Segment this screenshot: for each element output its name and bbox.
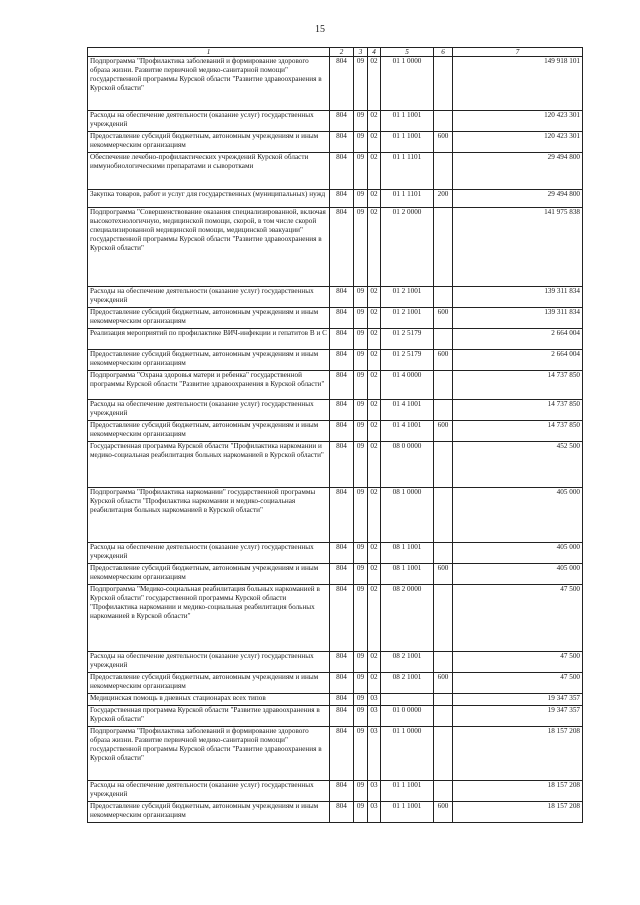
section-cell: 09 bbox=[354, 132, 368, 153]
expense-type-cell: 600 bbox=[434, 802, 453, 823]
expense-type-cell bbox=[434, 543, 453, 564]
grbs-cell: 804 bbox=[330, 111, 354, 132]
table-row bbox=[88, 706, 583, 727]
grbs-cell: 804 bbox=[330, 727, 354, 781]
subsection-cell: 03 bbox=[368, 781, 381, 802]
subsection-cell: 02 bbox=[368, 308, 381, 329]
header-cell: 6 bbox=[434, 48, 453, 57]
amount-cell: 19 347 357 bbox=[453, 706, 583, 727]
subsection-cell: 02 bbox=[368, 442, 381, 488]
target-article-cell bbox=[381, 694, 434, 706]
amount-cell: 18 157 208 bbox=[453, 802, 583, 823]
expense-type-cell: 600 bbox=[434, 673, 453, 694]
target-article-cell: 08 1 1001 bbox=[381, 543, 434, 564]
table-row bbox=[88, 400, 583, 421]
header-cell: 5 bbox=[381, 48, 434, 57]
amount-cell: 19 347 357 bbox=[453, 694, 583, 706]
row-name-cell: Подпрограмма "Совершенствование оказания специализированной, включая высокотехнологичную, медицинской помощи, скорой, в том числе скорой специализированной медицинской помощи, медицинской эвакуации" государственной программы Курской области "Развитие здравоохранения в Курской области" bbox=[88, 208, 330, 287]
section-cell: 09 bbox=[354, 706, 368, 727]
table-row bbox=[88, 543, 583, 564]
table-row bbox=[88, 421, 583, 442]
grbs-cell: 804 bbox=[330, 652, 354, 673]
expense-type-cell bbox=[434, 57, 453, 111]
section-cell: 09 bbox=[354, 421, 368, 442]
expense-type-cell bbox=[434, 781, 453, 802]
section-cell: 09 bbox=[354, 400, 368, 421]
subsection-cell: 02 bbox=[368, 111, 381, 132]
row-name-cell: Предоставление субсидий бюджетным, автономным учреждениям и иным некоммерческим организациям bbox=[88, 673, 330, 694]
target-article-cell: 08 2 1001 bbox=[381, 652, 434, 673]
grbs-cell: 804 bbox=[330, 371, 354, 400]
target-article-cell: 01 2 5179 bbox=[381, 350, 434, 371]
table-row bbox=[88, 694, 583, 706]
target-article-cell: 01 1 1001 bbox=[381, 111, 434, 132]
grbs-cell: 804 bbox=[330, 400, 354, 421]
row-name-cell: Подпрограмма "Медико-социальная реабилитация больных наркоманией в Курской области" государственной программы Курской области "Профилактика наркомании и медико-социальная реабилитация больных наркоманией в Курской области" bbox=[88, 585, 330, 652]
grbs-cell: 804 bbox=[330, 190, 354, 208]
amount-cell: 47 500 bbox=[453, 585, 583, 652]
amount-cell: 2 664 004 bbox=[453, 350, 583, 371]
subsection-cell: 02 bbox=[368, 564, 381, 585]
subsection-cell: 03 bbox=[368, 694, 381, 706]
target-article-cell: 08 1 0000 bbox=[381, 488, 434, 543]
table-row bbox=[88, 442, 583, 488]
subsection-cell: 02 bbox=[368, 153, 381, 190]
subsection-cell: 03 bbox=[368, 706, 381, 727]
row-name-cell: Государственная программа Курской области "Развитие здравоохранения в Курской области" bbox=[88, 706, 330, 727]
subsection-cell: 02 bbox=[368, 57, 381, 111]
subsection-cell: 02 bbox=[368, 371, 381, 400]
target-article-cell: 01 1 0000 bbox=[381, 727, 434, 781]
subsection-cell: 02 bbox=[368, 488, 381, 543]
target-article-cell: 01 1 1001 bbox=[381, 802, 434, 823]
amount-cell: 149 918 101 bbox=[453, 57, 583, 111]
section-cell: 09 bbox=[354, 543, 368, 564]
subsection-cell: 02 bbox=[368, 190, 381, 208]
expense-type-cell bbox=[434, 400, 453, 421]
table-row bbox=[88, 153, 583, 190]
table-row bbox=[88, 132, 583, 153]
section-cell: 09 bbox=[354, 329, 368, 350]
subsection-cell: 02 bbox=[368, 287, 381, 308]
target-article-cell: 01 1 1001 bbox=[381, 132, 434, 153]
grbs-cell: 804 bbox=[330, 488, 354, 543]
target-article-cell: 01 2 5179 bbox=[381, 329, 434, 350]
section-cell: 09 bbox=[354, 57, 368, 111]
subsection-cell: 02 bbox=[368, 652, 381, 673]
grbs-cell: 804 bbox=[330, 781, 354, 802]
row-name-cell: Предоставление субсидий бюджетным, автономным учреждениям и иным некоммерческим организациям bbox=[88, 421, 330, 442]
subsection-cell: 02 bbox=[368, 208, 381, 287]
target-article-cell: 01 4 1001 bbox=[381, 400, 434, 421]
section-cell: 09 bbox=[354, 652, 368, 673]
section-cell: 09 bbox=[354, 694, 368, 706]
header-row bbox=[88, 48, 583, 57]
table-row bbox=[88, 802, 583, 823]
row-name-cell: Расходы на обеспечение деятельности (оказание услуг) государственных учреждений bbox=[88, 111, 330, 132]
grbs-cell: 804 bbox=[330, 585, 354, 652]
grbs-cell: 804 bbox=[330, 57, 354, 111]
section-cell: 09 bbox=[354, 111, 368, 132]
header-cell: 2 bbox=[330, 48, 354, 57]
table-body bbox=[88, 57, 583, 823]
amount-cell: 18 157 208 bbox=[453, 781, 583, 802]
expense-type-cell bbox=[434, 111, 453, 132]
row-name-cell: Подпрограмма "Профилактика наркомании" государственной программы Курской области "Профилактика наркомании и медико-социальная реабилитация больных наркоманией в Курской области" bbox=[88, 488, 330, 543]
table-row bbox=[88, 308, 583, 329]
row-name-cell: Расходы на обеспечение деятельности (оказание услуг) государственных учреждений bbox=[88, 400, 330, 421]
target-article-cell: 08 0 0000 bbox=[381, 442, 434, 488]
section-cell: 09 bbox=[354, 585, 368, 652]
subsection-cell: 02 bbox=[368, 132, 381, 153]
expense-type-cell: 600 bbox=[434, 564, 453, 585]
grbs-cell: 804 bbox=[330, 802, 354, 823]
amount-cell: 29 494 800 bbox=[453, 153, 583, 190]
subsection-cell: 02 bbox=[368, 329, 381, 350]
expense-type-cell bbox=[434, 585, 453, 652]
expense-type-cell: 200 bbox=[434, 190, 453, 208]
subsection-cell: 02 bbox=[368, 421, 381, 442]
grbs-cell: 804 bbox=[330, 706, 354, 727]
table-row bbox=[88, 727, 583, 781]
amount-cell: 405 000 bbox=[453, 543, 583, 564]
table-row bbox=[88, 371, 583, 400]
amount-cell: 139 311 834 bbox=[453, 308, 583, 329]
subsection-cell: 02 bbox=[368, 350, 381, 371]
target-article-cell: 08 1 1001 bbox=[381, 564, 434, 585]
grbs-cell: 804 bbox=[330, 287, 354, 308]
amount-cell: 14 737 850 bbox=[453, 421, 583, 442]
grbs-cell: 804 bbox=[330, 132, 354, 153]
table-row bbox=[88, 111, 583, 132]
grbs-cell: 804 bbox=[330, 694, 354, 706]
budget-table bbox=[87, 47, 583, 823]
expense-type-cell bbox=[434, 208, 453, 287]
section-cell: 09 bbox=[354, 781, 368, 802]
section-cell: 09 bbox=[354, 727, 368, 781]
expense-type-cell bbox=[434, 329, 453, 350]
expense-type-cell bbox=[434, 706, 453, 727]
target-article-cell: 01 4 1001 bbox=[381, 421, 434, 442]
amount-cell: 14 737 850 bbox=[453, 400, 583, 421]
table-row bbox=[88, 564, 583, 585]
table-row bbox=[88, 57, 583, 111]
target-article-cell: 01 2 1001 bbox=[381, 287, 434, 308]
table-row bbox=[88, 652, 583, 673]
subsection-cell: 03 bbox=[368, 802, 381, 823]
section-cell: 09 bbox=[354, 308, 368, 329]
subsection-cell: 02 bbox=[368, 400, 381, 421]
target-article-cell: 01 1 0000 bbox=[381, 57, 434, 111]
grbs-cell: 804 bbox=[330, 308, 354, 329]
amount-cell: 47 500 bbox=[453, 673, 583, 694]
target-article-cell: 08 2 1001 bbox=[381, 673, 434, 694]
section-cell: 09 bbox=[354, 208, 368, 287]
section-cell: 09 bbox=[354, 190, 368, 208]
amount-cell: 120 423 301 bbox=[453, 132, 583, 153]
target-article-cell: 01 4 0000 bbox=[381, 371, 434, 400]
expense-type-cell bbox=[434, 287, 453, 308]
expense-type-cell bbox=[434, 153, 453, 190]
amount-cell: 141 975 838 bbox=[453, 208, 583, 287]
table-row bbox=[88, 488, 583, 543]
amount-cell: 47 500 bbox=[453, 652, 583, 673]
section-cell: 09 bbox=[354, 350, 368, 371]
amount-cell: 14 737 850 bbox=[453, 371, 583, 400]
grbs-cell: 804 bbox=[330, 543, 354, 564]
header-cell: 1 bbox=[88, 48, 330, 57]
row-name-cell: Государственная программа Курской области "Профилактика наркомании и медико-социальная реабилитация больных наркоманией в Курской области" bbox=[88, 442, 330, 488]
grbs-cell: 804 bbox=[330, 329, 354, 350]
target-article-cell: 01 2 1001 bbox=[381, 308, 434, 329]
row-name-cell: Предоставление субсидий бюджетным, автономным учреждениям и иным некоммерческим организациям bbox=[88, 350, 330, 371]
table-row bbox=[88, 329, 583, 350]
row-name-cell: Предоставление субсидий бюджетным, автономным учреждениям и иным некоммерческим организациям bbox=[88, 308, 330, 329]
target-article-cell: 01 1 1101 bbox=[381, 190, 434, 208]
grbs-cell: 804 bbox=[330, 421, 354, 442]
expense-type-cell: 600 bbox=[434, 132, 453, 153]
row-name-cell: Подпрограмма "Охрана здоровья матери и ребенка" государственной программы Курской области "Развитие здравоохранения в Курской области" bbox=[88, 371, 330, 400]
amount-cell: 120 423 301 bbox=[453, 111, 583, 132]
target-article-cell: 08 2 0000 bbox=[381, 585, 434, 652]
section-cell: 09 bbox=[354, 802, 368, 823]
amount-cell: 2 664 004 bbox=[453, 329, 583, 350]
section-cell: 09 bbox=[354, 442, 368, 488]
row-name-cell: Предоставление субсидий бюджетным, автономным учреждениям и иным некоммерческим организациям bbox=[88, 802, 330, 823]
amount-cell: 29 494 800 bbox=[453, 190, 583, 208]
expense-type-cell: 600 bbox=[434, 350, 453, 371]
row-name-cell: Расходы на обеспечение деятельности (оказание услуг) государственных учреждений bbox=[88, 781, 330, 802]
grbs-cell: 804 bbox=[330, 442, 354, 488]
target-article-cell: 01 1 1001 bbox=[381, 781, 434, 802]
amount-cell: 405 000 bbox=[453, 564, 583, 585]
table-row bbox=[88, 781, 583, 802]
grbs-cell: 804 bbox=[330, 153, 354, 190]
page-number: 15 bbox=[315, 24, 325, 35]
subsection-cell: 02 bbox=[368, 585, 381, 652]
section-cell: 09 bbox=[354, 488, 368, 543]
table-row bbox=[88, 208, 583, 287]
row-name-cell: Расходы на обеспечение деятельности (оказание услуг) государственных учреждений bbox=[88, 287, 330, 308]
section-cell: 09 bbox=[354, 371, 368, 400]
section-cell: 09 bbox=[354, 673, 368, 694]
row-name-cell: Реализация мероприятий по профилактике ВИЧ-инфекции и гепатитов В и С bbox=[88, 329, 330, 350]
table-row bbox=[88, 673, 583, 694]
row-name-cell: Предоставление субсидий бюджетным, автономным учреждениям и иным некоммерческим организациям bbox=[88, 564, 330, 585]
amount-cell: 139 311 834 bbox=[453, 287, 583, 308]
grbs-cell: 804 bbox=[330, 564, 354, 585]
amount-cell: 18 157 208 bbox=[453, 727, 583, 781]
grbs-cell: 804 bbox=[330, 350, 354, 371]
header-cell: 7 bbox=[453, 48, 583, 57]
expense-type-cell bbox=[434, 727, 453, 781]
row-name-cell: Обеспечение лечебно-профилактических учреждений Курской области иммунобиологическими препаратами и сыворотками bbox=[88, 153, 330, 190]
expense-type-cell: 600 bbox=[434, 308, 453, 329]
amount-cell: 452 500 bbox=[453, 442, 583, 488]
subsection-cell: 03 bbox=[368, 727, 381, 781]
row-name-cell: Медицинская помощь в дневных стационарах всех типов bbox=[88, 694, 330, 706]
header-cell: 3 bbox=[354, 48, 368, 57]
section-cell: 09 bbox=[354, 153, 368, 190]
expense-type-cell bbox=[434, 694, 453, 706]
row-name-cell: Подпрограмма "Профилактика заболеваний и формирование здорового образа жизни. Развитие первичной медико-санитарной помощи" государственной программы Курской области "Развитие здравоохранения в Курской области" bbox=[88, 727, 330, 781]
row-name-cell: Предоставление субсидий бюджетным, автономным учреждениям и иным некоммерческим организациям bbox=[88, 132, 330, 153]
expense-type-cell bbox=[434, 488, 453, 543]
table-row bbox=[88, 287, 583, 308]
row-name-cell: Подпрограмма "Профилактика заболеваний и формирование здорового образа жизни. Развитие первичной медико-санитарной помощи" государственной программы Курской области "Развитие здравоохранения в Курской области" bbox=[88, 57, 330, 111]
grbs-cell: 804 bbox=[330, 673, 354, 694]
subsection-cell: 02 bbox=[368, 543, 381, 564]
expense-type-cell bbox=[434, 371, 453, 400]
target-article-cell: 01 2 0000 bbox=[381, 208, 434, 287]
expense-type-cell: 600 bbox=[434, 421, 453, 442]
grbs-cell: 804 bbox=[330, 208, 354, 287]
section-cell: 09 bbox=[354, 564, 368, 585]
header-cell: 4 bbox=[368, 48, 381, 57]
section-cell: 09 bbox=[354, 287, 368, 308]
row-name-cell: Расходы на обеспечение деятельности (оказание услуг) государственных учреждений bbox=[88, 652, 330, 673]
row-name-cell: Расходы на обеспечение деятельности (оказание услуг) государственных учреждений bbox=[88, 543, 330, 564]
expense-type-cell bbox=[434, 442, 453, 488]
target-article-cell: 01 0 0000 bbox=[381, 706, 434, 727]
target-article-cell: 01 1 1101 bbox=[381, 153, 434, 190]
subsection-cell: 02 bbox=[368, 673, 381, 694]
expense-type-cell bbox=[434, 652, 453, 673]
table-row bbox=[88, 190, 583, 208]
table-row bbox=[88, 350, 583, 371]
amount-cell: 405 000 bbox=[453, 488, 583, 543]
row-name-cell: Закупка товаров, работ и услуг для государственных (муниципальных) нужд bbox=[88, 190, 330, 208]
table-row bbox=[88, 585, 583, 652]
